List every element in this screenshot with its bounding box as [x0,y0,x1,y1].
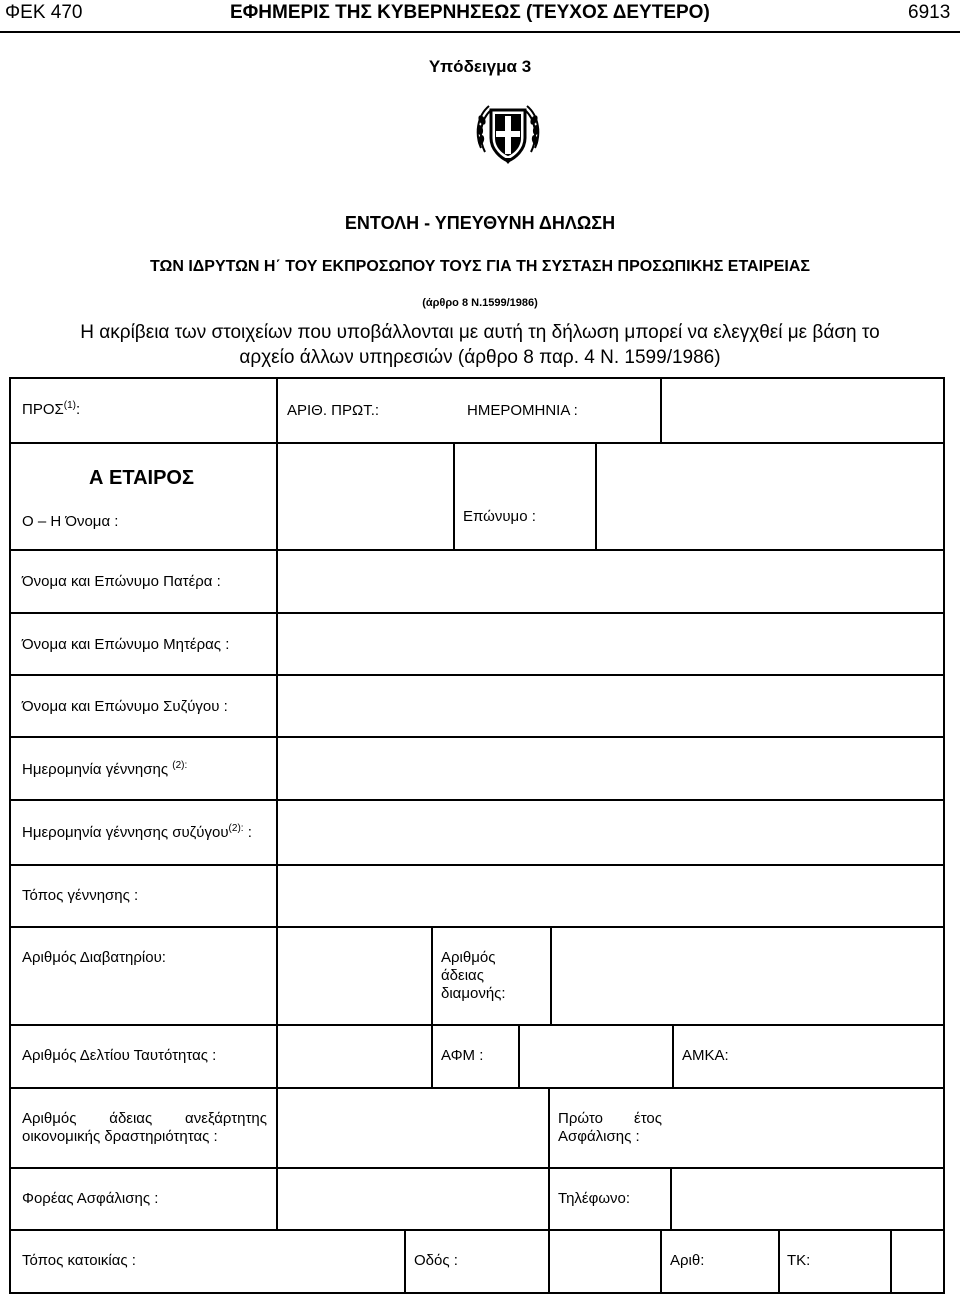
col-line [276,549,278,926]
business-license-label: Αριθμός άδειας ανεξάρτητης οικονομικής δραστηριότητας : [22,1110,267,1145]
declaration-title: ΕΝΤΟΛΗ - ΥΠΕΥΘΥΝΗ ΔΗΛΩΣΗ [344,213,616,233]
row-line [9,1167,945,1169]
col-line [778,1229,780,1294]
date-label: ΗΜΕΡΟΜΗΝΙΑ : [467,402,578,419]
insurer-label: Φορέας Ασφάλισης : [22,1190,159,1207]
col-line [672,1024,674,1087]
tax-id-label: ΑΦΜ : [441,1047,484,1064]
street-label: Οδός : [414,1252,458,1269]
protocol-number-label: ΑΡΙΘ. ΠΡΩΤ.: [287,402,380,419]
row-line [9,612,945,614]
id-card-number-label: Αριθμός Δελτίου Ταυτότητας : [22,1047,217,1064]
col-line [670,1167,672,1229]
row-line [9,442,945,444]
col-line [404,1229,406,1294]
footnote-ref: (2): [228,823,244,834]
coat-of-arms-icon [473,98,543,168]
gazette-issue: ΦΕΚ 470 [5,2,83,23]
row-line [9,1087,945,1089]
col-line [431,926,433,1024]
surname-label: Επώνυμο : [463,508,536,525]
notice-line-1: Η ακρίβεια των στοιχείων που υποβάλλονται με αυτή τη δήλωση μπορεί να ελεγχθεί με βάση το [80,322,880,343]
law-reference: (άρθρο 8 Ν.1599/1986) [422,297,538,309]
street-number-label: Αριθ: [670,1252,705,1269]
partner-heading: Α ΕΤΑΙΡΟΣ [89,467,194,489]
row-line [9,674,945,676]
footnote-ref: (1) [63,400,77,411]
recipient-label: ΠΡΟΣ$^{(1)}$: [22,400,81,418]
row-line [9,1024,945,1026]
col-line [431,1024,433,1087]
row-line [9,799,945,801]
col-line [595,442,597,549]
col-line [276,926,278,1024]
birth-place-label: Τόπος γέννησης : [22,887,139,904]
notice-line-2: αρχείο άλλων υπηρεσιών (άρθρο 8 παρ. 4 Ν. 1599/1986) [239,347,721,368]
page-number: 6913 [908,2,951,23]
col-line [453,442,455,549]
row-line [9,1229,945,1231]
col-line [890,1229,892,1294]
row-line [9,926,945,928]
birth-date-label: Ημερομηνία γέννησης $^{(2):}$ [22,760,188,778]
form-border-top [9,377,945,379]
row-line [9,549,945,551]
social-security-number-label: ΑΜΚΑ: [682,1047,729,1064]
passport-number-label: Αριθμός Διαβατηρίου: [22,949,166,966]
residence-permit-label: Αριθμός άδειας διαμονής: [441,949,506,1002]
gazette-title: ΕΦΗΜΕΡΙΣ ΤΗΣ ΚΥΒΕΡΝΗΣΕΩΣ (ΤΕΥΧΟΣ ΔΕΥΤΕΡΟ) [230,2,710,23]
col-line [548,1167,550,1229]
col-line [550,926,552,1024]
form-border-left [9,377,11,1294]
col-line [276,1167,278,1229]
first-name-label: Ο – Η Όνομα : [22,513,119,530]
declaration-subtitle: ΤΩΝ ΙΔΡΥΤΩΝ Η΄ ΤΟΥ ΕΚΠΡΟΣΩΠΟΥ ΤΟΥΣ ΓΙΑ ΤΗ ΣΥΣΤΑΣΗ ΠΡΟΣΩΠΙΚΗΣ ΕΤΑΙΡΕΙΑΣ [150,258,810,275]
residence-place-label: Τόπος κατοικίας : [22,1252,136,1269]
mother-name-label: Όνομα και Επώνυμο Μητέρας : [22,636,230,653]
form-border-right [943,377,945,1294]
row-line [9,736,945,738]
col-line [548,1087,550,1167]
first-insurance-year-label: Πρώτο έτος Ασφάλισης : [558,1110,662,1145]
phone-label: Τηλέφωνο: [558,1190,631,1207]
col-line [660,1229,662,1294]
col-line [548,1229,550,1294]
header-rule [0,31,960,33]
spouse-birth-date-label: Ημερομηνία γέννησης συζύγου$^{(2):}$ : [22,823,252,841]
col-line [276,1024,278,1087]
col-line [276,377,278,442]
postal-code-label: ΤΚ: [787,1252,811,1269]
col-line [660,377,662,442]
form-border-bottom [9,1292,945,1294]
col-line [276,442,278,549]
template-label: Υπόδειγμα 3 [428,57,532,76]
spouse-name-label: Όνομα και Επώνυμο Συζύγου : [22,698,228,715]
row-line [9,864,945,866]
col-line [276,1087,278,1167]
father-name-label: Όνομα και Επώνυμο Πατέρα : [22,573,221,590]
col-line [518,1024,520,1087]
footnote-ref: (2): [172,760,188,771]
